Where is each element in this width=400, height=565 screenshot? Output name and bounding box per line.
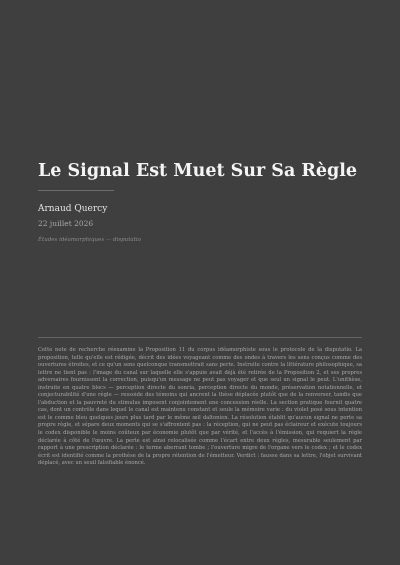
title-divider [38, 190, 114, 191]
abstract-text: Cette note de recherche réexamine la Proposition 11 du corpus idéamorphiste sous le protocole de la disputatio. La proposition, telle qu'elle est rédigée, décrit des idées voyageant comme des ondes à travers les sens conçus comme des ouvertures étroites, et ce qu'un sens quelconque transmettrait sans perte. Instruite contre la littérature philosophique, sa lettre ne tient pas : l'image du canal sur laquelle elle s'appuie avait déjà été retirée de la Proposition 2, et ses propres adversaires fournissent la correction, puisqu'un message ne peut pas voyager et que seul un signal le peut. L'unithèse, instruite en quatre blocs — perception directe du sonria, perception directe du monde, préservation notationnelle, et conjecturabilité d'une règle — ressoide des témoins qui ancrent la thèse déplacée plutôt que de la renverser, tandis que l'abduction et la pauvreté du stimulus imposent conjointement une concession réelle. La section pratique fournit quatre cas, dont un contrôle dans lequel le canal est maintenu constant et seule la mémoire varie : du violet posé sous intention est le comme bleu quelques jours plus tard par le même œil daltonien. La résolution établit qu'aucun signal ne porte sa propre règle, et sépare deux moments qui se s'affrontent pas : la réception, qui ne peut pas éclaireur et exécute toujours le codex disponible le moins coûteux par économie plutôt que par vérité, et l'accès à l'émission, qui requiert la règle déclarée à côté de l'œuvre. La perte est ainsi relocalisée comme l'écart entre deux règles, mesurable seulement par rapport à une prescription déclarée : le terme aberrant tombe ; l'ouverture migre de l'organe vers le codex ; et le codex écrit est identifié comme la prothèse de la propre rétention de l'émetteur. Verdict : fausse dans sa lettre, l'objet survivant déplacé, avec un seuil falsifiable énoncé. [38, 347, 362, 467]
abstract-divider [38, 337, 362, 338]
author-name: Arnaud Quercy [38, 204, 108, 214]
subject-tags: Études idéamorphiques — disputatio [38, 237, 141, 243]
publication-date: 22 juillet 2026 [38, 219, 94, 228]
document-title: Le Signal Est Muet Sur Sa Règle [38, 161, 358, 181]
